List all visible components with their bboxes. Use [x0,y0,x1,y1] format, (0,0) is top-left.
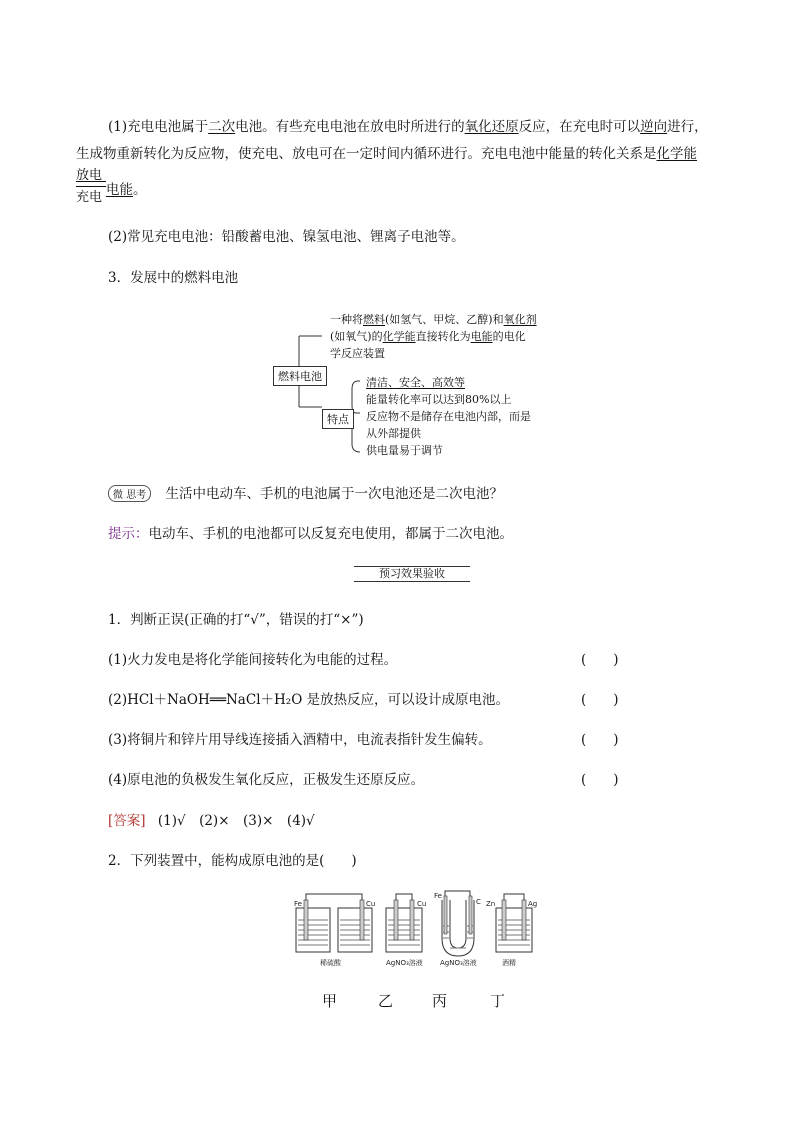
solution-label: AgNO₃溶液 [386,959,423,967]
text: 预习效果验收 [379,567,445,580]
answer-label: [答案] [108,813,146,829]
text: (1)充电电池属于 [108,119,209,135]
text: 特点 [327,413,349,426]
text: 反应，在充电时可以 [518,119,641,135]
text: ( ) [581,652,619,668]
text: (1)√ (2)× (3)× (4)√ [157,813,315,829]
text: 燃料电池 [278,370,322,383]
device-label-ding [490,990,505,1011]
blank-answer: 化学能 [656,146,697,162]
q1-item-2 [108,688,509,708]
answer-paren[interactable] [581,688,619,708]
q1-item-4 [108,768,424,788]
electrode-label: Cu [366,900,376,908]
text: 直接转化为 [415,330,471,343]
text: 电池。有些充电电池在放电时所进行的 [235,119,465,135]
def-line-2 [330,328,537,345]
solution-label: 稀硫酸 [320,959,341,967]
blank-answer: 二次 [208,119,236,135]
text: 乙 [378,992,394,1010]
electrode-label: Ag [528,900,538,908]
text: (3)将铜片和锌片用导线连接插入酒精中，电流表指针发生偏转。 [108,732,492,748]
def-line-1 [330,311,537,328]
electrode-label: Fe [434,892,442,900]
q2-title [108,849,357,869]
text: 3．发展中的燃料电池 [108,270,239,286]
text: (2)HCl＋NaOH══NaCl＋H₂O 是放热反应，可以设计成原电池。 [108,692,510,708]
q1-answer [108,809,315,829]
blank-answer: 电能 [106,182,133,198]
text: 进行， [667,119,708,135]
blank-answer: 逆向 [640,119,668,135]
electrode-label: Zn [486,900,496,908]
answer-paren[interactable] [581,768,619,788]
feature-3b: 从外部提供 [366,427,421,440]
text: 。 [133,182,147,198]
answer-paren[interactable] [581,728,619,748]
device-label-jia [322,990,337,1011]
text: 放电 [76,168,103,183]
def-line-3 [330,345,537,362]
solution-label: 酒精 [502,959,516,967]
text: ( ) [581,732,619,748]
text: 甲 [322,992,338,1010]
text: 1．判断正误(正确的打“√”，错误的打“×”) [108,612,364,628]
text: (如氢气、甲烷、乙醇)和 [385,313,504,326]
text: (1)火力发电是将化学能间接转化为电能的过程。 [108,652,398,668]
device-label-yi [378,990,393,1011]
text: 思考 [126,490,147,501]
text: (4)原电池的负极发生氧化反应，正极发生还原反应。 [108,772,425,788]
q1-title [108,608,364,628]
text: 电动车、手机的电池都可以反复充电使用，都属于二次电池。 [148,526,513,542]
device-label-bing [432,990,447,1011]
text: 的电化 [492,330,526,343]
text: ( ) [581,772,619,788]
blank-answer: 化学能 [382,330,416,343]
solution-label: AgNO₃溶液 [440,959,477,967]
feature-3a: 反应物不是储存在电池内部，而是 [366,410,531,423]
think-hint [108,522,513,542]
section-banner [354,566,470,582]
text: 丙 [432,992,448,1010]
text: (如氧气)的 [330,330,383,343]
text: 2．下列装置中，能构成原电池的是( ) [108,853,357,869]
answer-paren[interactable] [581,648,619,668]
text: 学反应装置 [330,347,385,360]
mindmap-center [273,366,327,386]
mindmap-definition [330,311,537,362]
text: 生活中电动车、手机的电池属于一次电池还是二次电池？ [165,486,503,502]
apparatus-figure [290,890,550,970]
q1-item-1 [108,648,397,668]
blank-answer: 氧化还原 [464,119,519,135]
electrode-label: Fe [294,900,302,908]
text: (2)常见充电电池：铅酸蓄电池、镍氢电池、锂离子电池等。 [108,229,465,245]
hint-label: 提示： [108,526,149,542]
text: 丁 [490,992,506,1010]
feature-2: 能量转化率可以达到80%以上 [366,393,512,406]
text: ( ) [581,692,619,708]
think-badge [108,485,151,502]
electrode-label: Cu [417,900,427,908]
blank-answer: 燃料 [363,313,385,326]
blank-answer: 电能 [470,330,493,343]
blank-answer: 氧化剂 [503,313,537,326]
mindmap-features [366,374,531,459]
text: 微 [113,490,123,501]
text: 一种将 [330,313,363,326]
text: 生成物重新转化为反应物，使充电、放电可在一定时间内循环进行。充电电池中能量的转化关系是 [76,146,657,162]
think-question [108,482,503,502]
electrode-label: C [476,898,481,906]
mindmap-feature-label [322,409,354,429]
feature-1: 清洁、安全、高效等 [366,376,465,389]
q1-item-3 [108,728,492,748]
text: 充电 [76,190,103,205]
feature-4: 供电量易于调节 [366,444,443,457]
